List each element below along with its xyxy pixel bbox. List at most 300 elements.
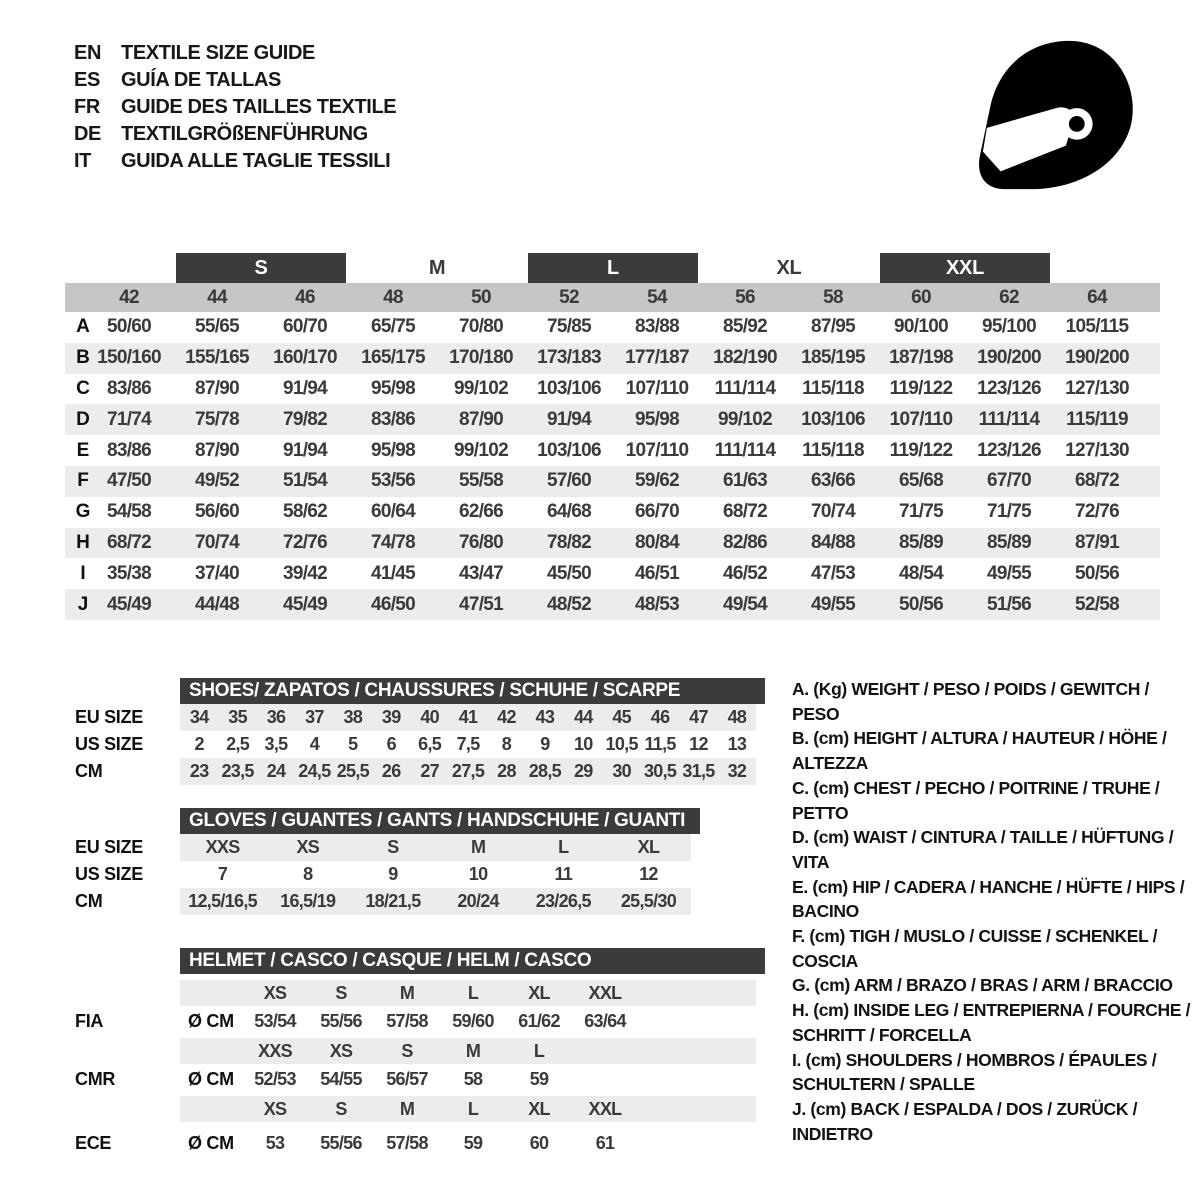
shoes-value: 26 xyxy=(381,761,401,781)
helmet-size-value: 53 xyxy=(265,1132,285,1153)
language-titles xyxy=(74,40,396,175)
size-value: 75/85 xyxy=(546,316,592,338)
legend-item-g: G. (cm) ARM / BRAZO / BRAS / ARM / BRACCIO xyxy=(792,975,1173,996)
numeric-size: 58 xyxy=(823,286,843,308)
size-value: 72/76 xyxy=(1074,501,1120,523)
size-value: 49/55 xyxy=(986,562,1032,584)
helmet-size-value: 61/62 xyxy=(518,1010,560,1031)
size-value: 87/90 xyxy=(458,408,504,430)
row-label-shoes-cm: CM xyxy=(75,761,103,781)
legend-item-a: A. (Kg) WEIGHT / PESO / POIDS / GEWITCH / PESO xyxy=(792,679,1150,724)
helmet-size-value: 56/57 xyxy=(386,1068,428,1089)
size-value: 46/50 xyxy=(370,593,416,615)
gloves-value: L xyxy=(558,837,569,857)
numeric-size-band xyxy=(65,283,1160,312)
helmet-size-label: XXS xyxy=(258,1040,292,1061)
size-value: 85/89 xyxy=(898,531,944,553)
size-band-xl: XL xyxy=(776,256,802,279)
size-value: 46/52 xyxy=(722,562,768,584)
helmet-size-value: 61 xyxy=(595,1132,615,1153)
gloves-value: 23/26,5 xyxy=(535,891,591,911)
textile-size-table xyxy=(65,253,1160,620)
gloves-value: XL xyxy=(637,837,660,857)
language-code: IT xyxy=(74,150,91,172)
size-value: 49/52 xyxy=(194,470,240,492)
size-value: 115/119 xyxy=(1066,408,1128,430)
shoes-value: 35 xyxy=(228,707,247,727)
helmet-size-value: 59 xyxy=(529,1068,549,1089)
helmet-size-label: L xyxy=(467,1098,479,1119)
gloves-section-title: GLOVES / GUANTES / GANTS / HANDSCHUHE / GUANTI xyxy=(180,808,700,834)
size-value: 87/91 xyxy=(1074,531,1120,553)
size-row-j xyxy=(65,589,1160,620)
size-value: 99/102 xyxy=(454,439,508,461)
row-label-gloves-eu-size: EU SIZE xyxy=(75,837,143,857)
size-value: 119/122 xyxy=(889,439,953,461)
size-value: 123/126 xyxy=(977,377,1041,399)
size-value: 64/68 xyxy=(546,501,592,523)
shoes-value: 27,5 xyxy=(451,761,485,781)
gloves-value: XXS xyxy=(205,837,240,857)
shoes-value: 25,5 xyxy=(336,761,369,781)
shoes-value: 8 xyxy=(501,734,512,754)
helmet-sizes-row-ece xyxy=(180,1096,756,1122)
row-label-shoes-eu-size: EU SIZE xyxy=(75,707,143,727)
size-value: 105/115 xyxy=(1065,316,1129,338)
size-value: 87/95 xyxy=(810,316,856,338)
shoes-value: 24 xyxy=(266,761,286,781)
helmet-size-value: 57/58 xyxy=(386,1132,428,1153)
numeric-size: 46 xyxy=(295,286,315,308)
size-value: 119/122 xyxy=(889,377,953,399)
size-value: 165/175 xyxy=(361,347,425,369)
size-value: 61/63 xyxy=(722,470,768,492)
size-value: 177/187 xyxy=(625,347,689,369)
size-value: 46/51 xyxy=(634,562,680,584)
shoes-section-title: SHOES/ ZAPATOS / CHAUSSURES / SCHUHE / SCARPE xyxy=(180,678,765,704)
language-row-fr xyxy=(74,94,396,121)
gloves-value: 7 xyxy=(217,864,228,884)
shoes-value: 5 xyxy=(348,734,358,754)
row-label: J xyxy=(77,593,89,615)
shoes-value: 9 xyxy=(540,734,550,754)
size-value: 127/130 xyxy=(1065,439,1129,461)
row-label: B xyxy=(76,347,90,369)
diameter-unit-label: Ø CM xyxy=(188,1068,234,1089)
size-value: 50/56 xyxy=(1074,562,1120,584)
size-value: 182/190 xyxy=(713,347,777,369)
gloves-row-eu-size xyxy=(180,834,691,861)
size-value: 87/90 xyxy=(194,377,240,399)
gloves-value: 25,5/30 xyxy=(620,891,677,911)
size-value: 67/70 xyxy=(986,470,1032,492)
row-label-gloves-cm: CM xyxy=(75,891,103,911)
size-value: 83/88 xyxy=(634,316,680,338)
size-value: 68/72 xyxy=(106,531,152,553)
gloves-value: 12 xyxy=(639,864,658,884)
language-title: GUIDE DES TAILLES TEXTILE xyxy=(121,96,397,118)
language-row-it xyxy=(74,148,396,175)
size-band-l: L xyxy=(528,253,698,283)
size-value: 82/86 xyxy=(722,531,768,553)
helmet-size-value: 55/56 xyxy=(320,1132,362,1153)
helmet-size-label: L xyxy=(467,982,479,1003)
shoes-value: 6,5 xyxy=(418,734,442,754)
legend-item-f: F. (cm) TIGH / MUSLO / CUISSE / SCHENKEL / COSCIA xyxy=(792,926,1158,971)
size-row-f xyxy=(65,466,1160,497)
helmet-sizes-row-cmr xyxy=(180,1038,756,1064)
shoes-value: 43 xyxy=(535,707,555,727)
size-value: 79/82 xyxy=(282,408,328,430)
size-value: 187/198 xyxy=(889,347,953,369)
size-value: 44/48 xyxy=(194,593,240,615)
size-value: 111/114 xyxy=(714,377,776,399)
shoes-value: 10,5 xyxy=(605,734,638,754)
size-value: 155/165 xyxy=(185,347,249,369)
size-row-d xyxy=(65,404,1160,435)
language-title: GUÍA DE TALLAS xyxy=(121,69,281,91)
helmet-size-value: 60 xyxy=(529,1132,549,1153)
shoes-value: 46 xyxy=(650,707,670,727)
row-label: I xyxy=(80,562,86,584)
shoes-row-eu-size xyxy=(180,704,756,731)
size-row-i xyxy=(65,558,1160,589)
language-title: TEXTILE SIZE GUIDE xyxy=(121,42,315,64)
size-value: 52/58 xyxy=(1074,593,1120,615)
numeric-size: 64 xyxy=(1087,286,1107,308)
size-value: 103/106 xyxy=(537,377,601,399)
helmet-values-row-fia xyxy=(180,1006,756,1036)
shoes-value: 4 xyxy=(309,734,320,754)
helmet-size-value: 57/58 xyxy=(386,1010,428,1031)
size-value: 66/70 xyxy=(634,501,680,523)
legend-item-d: D. (cm) WAIST / CINTURA / TAILLE / HÜFTUNG / VITA xyxy=(792,827,1174,872)
size-value: 55/65 xyxy=(194,316,240,338)
shoes-value: 27 xyxy=(420,761,439,781)
shoes-value: 6 xyxy=(386,734,396,754)
gloves-value: 20/24 xyxy=(457,891,499,911)
helmet-size-label: L xyxy=(533,1040,545,1061)
shoes-value: 44 xyxy=(573,707,593,727)
shoes-value: 11,5 xyxy=(644,734,676,754)
size-value: 95/98 xyxy=(634,408,680,430)
size-value: 56/60 xyxy=(194,501,240,523)
size-value: 48/52 xyxy=(546,593,592,615)
size-value: 49/55 xyxy=(810,593,856,615)
helmet-size-value: 58 xyxy=(463,1068,483,1089)
standard-label-ece: ECE xyxy=(75,1133,112,1153)
numeric-size: 56 xyxy=(735,286,755,308)
size-value: 68/72 xyxy=(1074,470,1120,492)
size-row-b xyxy=(65,343,1160,374)
size-value: 115/118 xyxy=(802,377,864,399)
shoes-value: 30 xyxy=(612,761,631,781)
shoes-value: 48 xyxy=(727,707,747,727)
size-value: 47/51 xyxy=(458,593,504,615)
gloves-row-cm xyxy=(180,888,691,915)
helmet-size-value: 53/54 xyxy=(254,1010,296,1031)
size-value: 51/56 xyxy=(986,593,1032,615)
size-band-xxl: XXL xyxy=(880,253,1050,283)
language-code: ES xyxy=(74,69,100,91)
helmet-size-label: S xyxy=(335,982,347,1003)
shoes-value: 41 xyxy=(458,707,478,727)
language-row-de xyxy=(74,121,396,148)
legend-item-e: E. (cm) HIP / CADERA / HANCHE / HÜFTE / HIPS / BACINO xyxy=(792,876,1185,922)
helmet-size-label: XL xyxy=(528,1098,550,1119)
row-label: C xyxy=(76,377,90,399)
row-label: A xyxy=(76,316,90,338)
shoes-value: 37 xyxy=(305,707,324,727)
size-value: 91/94 xyxy=(282,377,328,399)
size-value: 190/200 xyxy=(1065,347,1129,369)
size-value: 190/200 xyxy=(977,347,1041,369)
size-value: 103/106 xyxy=(801,408,865,430)
shoes-value: 38 xyxy=(343,707,363,727)
language-code: FR xyxy=(74,96,100,118)
row-label: D xyxy=(76,408,90,430)
shoes-value: 23 xyxy=(189,761,209,781)
helmet-sizes-row-fia xyxy=(180,980,756,1006)
gloves-value: 16,5/19 xyxy=(280,891,336,911)
size-band-s: S xyxy=(176,253,346,283)
shoes-value: 12 xyxy=(689,734,708,754)
shoes-value: 45 xyxy=(612,707,631,727)
size-row-a xyxy=(65,312,1160,343)
size-value: 71/74 xyxy=(106,408,152,430)
gloves-value: XS xyxy=(296,837,320,857)
size-value: 65/75 xyxy=(370,316,416,338)
language-row-en xyxy=(74,40,396,67)
row-label: F xyxy=(77,470,89,492)
row-label: H xyxy=(76,531,90,553)
shoes-value: 29 xyxy=(573,761,593,781)
numeric-size: 52 xyxy=(559,286,579,308)
shoes-value: 47 xyxy=(689,707,708,727)
legend-item-b: B. (cm) HEIGHT / ALTURA / HAUTEUR / HÖHE / ALTEZZA xyxy=(792,728,1167,774)
helmet-section-title: HELMET / CASCO / CASQUE / HELM / CASCO xyxy=(180,948,765,974)
size-value: 74/78 xyxy=(370,531,416,553)
size-value: 70/74 xyxy=(194,531,240,553)
helmet-size-value: 52/53 xyxy=(254,1068,296,1089)
gloves-row-us-size xyxy=(180,861,691,888)
numeric-size: 50 xyxy=(471,286,491,308)
size-value: 107/110 xyxy=(889,408,953,430)
helmet-size-value: 63/64 xyxy=(584,1010,626,1031)
size-value: 127/130 xyxy=(1065,377,1129,399)
numeric-size: 48 xyxy=(383,286,403,308)
numeric-size: 60 xyxy=(911,286,931,308)
size-value: 99/102 xyxy=(718,408,772,430)
size-value: 54/58 xyxy=(106,501,152,523)
size-value: 57/60 xyxy=(546,470,592,492)
size-value: 45/49 xyxy=(106,593,152,615)
language-title: GUIDA ALLE TAGLIE TESSILI xyxy=(121,150,391,172)
size-value: 48/54 xyxy=(898,562,944,584)
row-label-gloves-us-size: US SIZE xyxy=(75,864,143,884)
size-value: 173/183 xyxy=(537,347,601,369)
helmet-size-label: M xyxy=(399,1098,415,1119)
size-value: 37/40 xyxy=(194,562,240,584)
size-value: 91/94 xyxy=(546,408,592,430)
row-label-shoes-us-size: US SIZE xyxy=(75,734,143,754)
numeric-size: 44 xyxy=(207,286,227,308)
row-label: E xyxy=(76,439,90,461)
size-value: 103/106 xyxy=(537,439,601,461)
gloves-value: S xyxy=(387,837,399,857)
measurement-rows xyxy=(65,312,1160,620)
size-value: 71/75 xyxy=(898,501,944,523)
shoes-row-us-size xyxy=(180,731,756,758)
numeric-size: 62 xyxy=(999,286,1019,308)
size-value: 65/68 xyxy=(898,470,944,492)
shoes-value: 28 xyxy=(497,761,516,781)
helmet-size-value: 54/55 xyxy=(320,1068,362,1089)
size-value: 115/118 xyxy=(802,439,864,461)
size-value: 60/70 xyxy=(282,316,328,338)
size-value: 185/195 xyxy=(801,347,865,369)
size-value: 95/100 xyxy=(982,316,1036,338)
language-code: EN xyxy=(74,42,101,64)
size-value: 58/62 xyxy=(282,501,328,523)
shoes-value: 10 xyxy=(573,734,593,754)
gloves-value: 11 xyxy=(554,864,573,884)
size-value: 83/86 xyxy=(370,408,416,430)
size-value: 39/42 xyxy=(282,562,328,584)
size-value: 47/53 xyxy=(810,562,856,584)
size-value: 107/110 xyxy=(625,377,689,399)
size-value: 51/54 xyxy=(282,470,328,492)
size-value: 83/86 xyxy=(106,377,152,399)
size-value: 55/58 xyxy=(458,470,504,492)
row-label: G xyxy=(75,501,91,523)
size-value: 111/114 xyxy=(714,439,776,461)
size-row-g xyxy=(65,497,1160,528)
size-value: 63/66 xyxy=(810,470,856,492)
shoes-value: 13 xyxy=(727,734,747,754)
shoes-value: 36 xyxy=(266,707,286,727)
size-value: 50/60 xyxy=(106,316,152,338)
numeric-size: 42 xyxy=(119,286,139,308)
size-value: 68/72 xyxy=(722,501,768,523)
gloves-value: 9 xyxy=(388,864,398,884)
size-value: 71/75 xyxy=(986,501,1032,523)
size-value: 95/98 xyxy=(370,439,416,461)
size-value: 45/50 xyxy=(546,562,592,584)
size-value: 76/80 xyxy=(458,531,504,553)
helmet-size-value: 59 xyxy=(463,1132,483,1153)
shoes-value: 40 xyxy=(420,707,439,727)
size-value: 41/45 xyxy=(370,562,416,584)
size-value: 70/74 xyxy=(810,501,856,523)
gloves-value: 8 xyxy=(303,864,313,884)
size-value: 60/64 xyxy=(370,501,416,523)
helmet-size-value: 59/60 xyxy=(452,1010,494,1031)
size-value: 70/80 xyxy=(458,316,504,338)
legend-item-h: H. (cm) INSIDE LEG / ENTREPIERNA / FOURCHE / SCHRITT / FORCELLA xyxy=(792,1000,1191,1045)
size-value: 43/47 xyxy=(458,562,504,584)
helmet-values-row-cmr xyxy=(180,1064,756,1094)
size-value: 84/88 xyxy=(810,531,856,553)
size-value: 90/100 xyxy=(894,316,948,338)
helmet-size-label: S xyxy=(401,1040,413,1061)
size-value: 59/62 xyxy=(634,470,680,492)
shoes-value: 7,5 xyxy=(456,734,480,754)
gloves-value: 12,5/16,5 xyxy=(188,891,257,911)
helmet-size-label: XXL xyxy=(588,982,622,1003)
shoes-value: 32 xyxy=(727,761,747,781)
legend-item-i: I. (cm) SHOULDERS / HOMBROS / ÉPAULES / SCHULTERN / SPALLE xyxy=(792,1049,1157,1095)
size-value: 95/98 xyxy=(370,377,416,399)
standard-label-cmr: CMR xyxy=(75,1069,116,1089)
helmet-size-label: XS xyxy=(263,982,287,1003)
helmet-size-label: XXL xyxy=(588,1098,622,1119)
size-value: 85/92 xyxy=(722,316,768,338)
gloves-value: 10 xyxy=(468,864,488,884)
size-value: 91/94 xyxy=(282,439,328,461)
shoes-row-cm xyxy=(180,758,756,785)
size-row-e xyxy=(65,435,1160,466)
size-value: 53/56 xyxy=(370,470,416,492)
shoes-value: 28,5 xyxy=(528,761,561,781)
shoes-value: 23,5 xyxy=(221,761,254,781)
letter-size-band xyxy=(65,253,1160,283)
shoes-value: 3,5 xyxy=(264,734,288,754)
size-value: 150/160 xyxy=(97,347,161,369)
helmet-size-label: XS xyxy=(263,1098,287,1119)
size-value: 83/86 xyxy=(106,439,152,461)
size-value: 99/102 xyxy=(454,377,508,399)
size-band-m: M xyxy=(428,256,446,279)
shoes-value: 39 xyxy=(381,707,401,727)
size-value: 62/66 xyxy=(458,501,504,523)
shoes-value: 30,5 xyxy=(643,761,677,781)
shoes-value: 2 xyxy=(194,734,204,754)
measurement-legend xyxy=(792,677,1198,1146)
size-value: 35/38 xyxy=(106,562,152,584)
helmet-size-label: M xyxy=(399,982,415,1003)
size-value: 170/180 xyxy=(449,347,513,369)
helmet-size-label: XL xyxy=(528,982,550,1003)
size-value: 50/56 xyxy=(898,593,944,615)
legend-item-j: J. (cm) BACK / ESPALDA / DOS / ZURÜCK / INDIETRO xyxy=(792,1098,1138,1144)
size-value: 72/76 xyxy=(282,531,328,553)
size-row-h xyxy=(65,528,1160,559)
shoes-value: 2,5 xyxy=(226,734,250,754)
size-value: 160/170 xyxy=(273,347,337,369)
language-code: DE xyxy=(74,123,101,145)
standard-label-fia: FIA xyxy=(75,1011,104,1031)
size-row-c xyxy=(65,374,1160,405)
size-value: 49/54 xyxy=(722,593,768,615)
shoes-value: 42 xyxy=(497,707,516,727)
size-value: 45/49 xyxy=(282,593,328,615)
helmet-size-label: XS xyxy=(329,1040,353,1061)
size-value: 75/78 xyxy=(194,408,240,430)
gloves-value: M xyxy=(470,837,486,857)
helmet-size-label: M xyxy=(465,1040,481,1061)
helmet-size-value: 55/56 xyxy=(320,1010,362,1031)
size-value: 48/53 xyxy=(634,593,680,615)
helmet-icon xyxy=(975,36,1143,196)
diameter-unit-label: Ø CM xyxy=(188,1010,234,1031)
size-value: 107/110 xyxy=(625,439,689,461)
helmet-values-row-ece xyxy=(180,1128,756,1158)
shoes-value: 34 xyxy=(189,707,209,727)
size-value: 78/82 xyxy=(546,531,592,553)
gloves-value: 18/21,5 xyxy=(365,891,421,911)
helmet-size-label: S xyxy=(335,1098,347,1119)
